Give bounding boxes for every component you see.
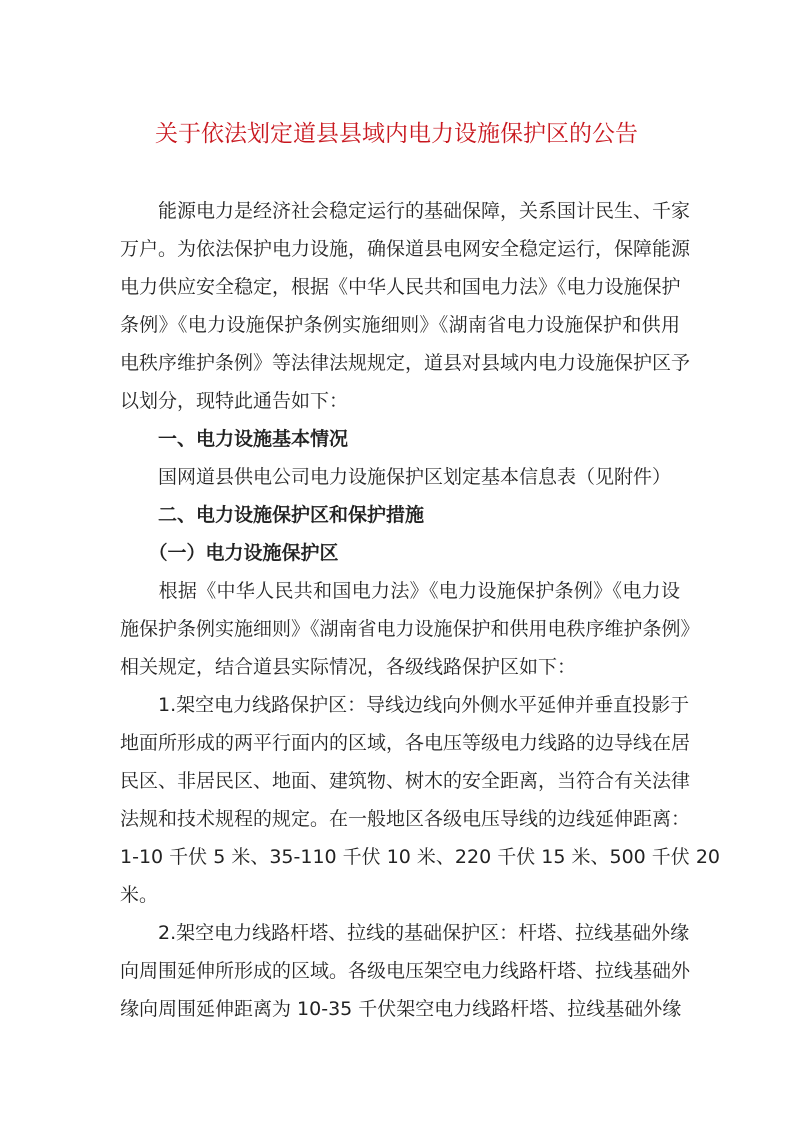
heading-basic-info: 一、电力设施基本情况 — [120, 428, 349, 450]
item1-line-3: 民区、非居民区、地面、建筑物、树木的安全距离，当符合有关法律 — [120, 770, 691, 792]
basis-line-2: 施保护条例实施细则》《湖南省电力设施保护和供用电秩序维护条例》 — [120, 618, 700, 640]
heading-protection: 二、电力设施保护区和保护措施 — [120, 504, 425, 526]
intro-line-3: 电力供应安全稳定，根据《中华人民共和国电力法》《电力设施保护 — [120, 276, 681, 298]
item2-line-3: 缘向周围延伸距离为 10-35 千伏架空电力线路杆塔、拉线基础外缘 — [120, 998, 682, 1020]
intro-line-5: 电秩序维护条例》等法律法规规定，道县对县域内电力设施保护区予 — [120, 352, 691, 374]
item1-line-5: 1-10 千伏 5 米、35-110 千伏 10 米、220 千伏 15 米、500 千伏 20 — [120, 846, 721, 868]
item2-line-2: 向周围延伸所形成的区域。各级电压架空电力线路杆塔、拉线基础外 — [120, 960, 691, 982]
item1-line-1: 1.架空电力线路保护区：导线边线向外侧水平延伸并垂直投影于 — [120, 694, 690, 716]
intro-line-2: 万户。为依法保护电力设施，确保道县电网安全稳定运行，保障能源 — [120, 238, 691, 260]
intro-line-4: 条例》《电力设施保护条例实施细则》《湖南省电力设施保护和供用 — [120, 314, 680, 336]
item1-line-6: 米。 — [120, 884, 159, 906]
document-title: 关于依法划定道县县域内电力设施保护区的公告 — [155, 121, 638, 147]
item1-line-2: 地面所形成的两平行面内的区域，各电压等级电力线路的边导线在居 — [120, 732, 691, 754]
intro-line-6: 以划分，现特此通告如下： — [120, 390, 349, 412]
subheading-protection-zone: （一）电力设施保护区 — [120, 542, 339, 564]
basis-line-3: 相关规定，结合道县实际情况，各级线路保护区如下： — [120, 656, 577, 678]
item2-line-1: 2.架空电力线路杆塔、拉线的基础保护区：杆塔、拉线基础外缘 — [120, 922, 690, 944]
basis-line-1: 根据《中华人民共和国电力法》《电力设施保护条例》《电力设 — [120, 580, 680, 602]
item1-line-4: 法规和技术规程的规定。在一般地区各级电压导线的边线延伸距离： — [120, 808, 691, 830]
intro-line-1: 能源电力是经济社会稳定运行的基础保障，关系国计民生、千家 — [120, 200, 691, 222]
attachment-paragraph: 国网道县供电公司电力设施保护区划定基本信息表（见附件） — [120, 466, 672, 488]
